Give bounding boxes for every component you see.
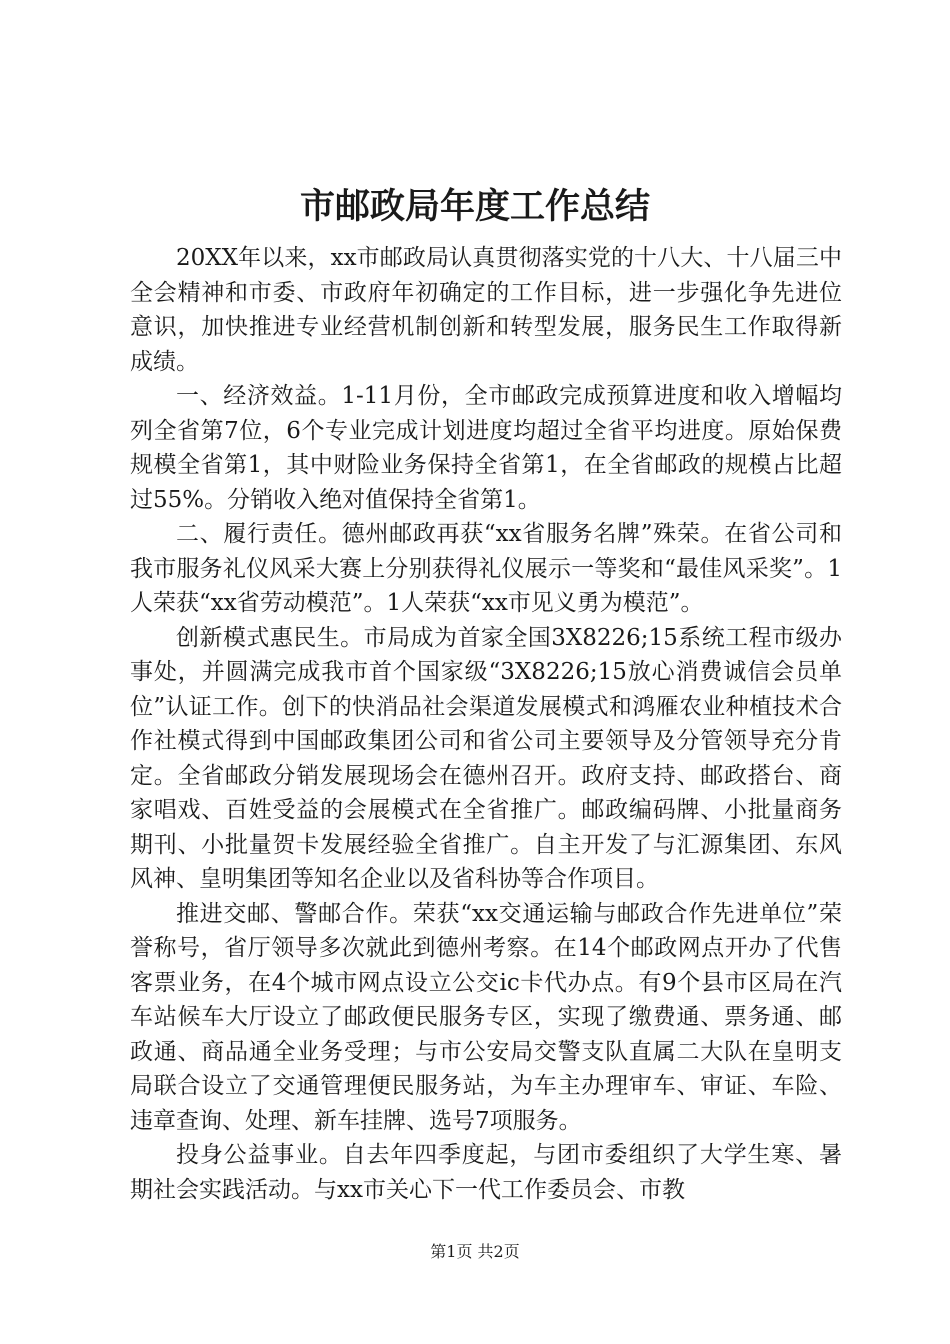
paragraph-cooperation: 推进交邮、警邮合作。荣获“xx交通运输与邮政合作先进单位”荣誉称号，省厅领导多次就此到德州考察。在14个邮政网点开办了代售客票业务，在4个城市网点设立公交ic卡代办点。有9个县市区局在汽车站候车大厅设立了邮政便民服务专区，实现了缴费通、票务通、邮政通、商品通全业务受理；与市公安局交警支队直属二大队在皇明支局联合设立了交通管理便民服务站，为车主办理审车、审证、车险、违章查询、处理、新车挂牌、选号7项服务。 xyxy=(130,900,842,1134)
page-footer: 第1页 共2页 xyxy=(430,1242,520,1261)
paragraph-economic-benefit: 一、经济效益。1-11月份，全市邮政完成预算进度和收入增幅均列全省第7位，6个专业完成计划进度均超过全省平均进度。原始保费规模全省第1，其中财险业务保持全省第1，在全省邮政的规模占比超过55%。分销收入绝对值保持全省第1。 xyxy=(130,383,842,513)
paragraph-public-welfare: 投身公益事业。自去年四季度起，与团市委组织了大学生寒、暑期社会实践活动。与xx市关心下一代工作委员会、市教 xyxy=(130,1142,842,1203)
paragraph-intro: 20XX年以来，xx市邮政局认真贯彻落实党的十八大、十八届三中全会精神和市委、市政府年初确定的工作目标，进一步强化争先进位意识，加快推进专业经营机制创新和转型发展，服务民生工作取得新成绩。 xyxy=(130,245,842,375)
paragraph-responsibility: 二、履行责任。德州邮政再获“xx省服务名牌”殊荣。在省公司和我市服务礼仪风采大赛上分别获得礼仪展示一等奖和“最佳风采奖”。1人荣获“xx省劳动模范”。1人荣获“xx市见义勇为模范”。 xyxy=(130,521,842,616)
document-body xyxy=(130,241,842,1207)
paragraph-innovation: 创新模式惠民生。市局成为首家全国3X8226;15系统工程市级办事处，并圆满完成我市首个国家级“3X8226;15放心消费诚信会员单位”认证工作。创下的快消品社会渠道发展模式和鸿雁农业种植技术合作社模式得到中国邮政集团公司和省公司主要领导及分管领导充分肯定。全省邮政分销发展现场会在德州召开。政府支持、邮政搭台、商家唱戏、百姓受益的会展模式在全省推广。邮政编码牌、小批量商务期刊、小批量贺卡发展经验全省推广。自主开发了与汇源集团、东风风神、皇明集团等知名企业以及省科协等合作项目。 xyxy=(130,624,842,892)
document-title: 市邮政局年度工作总结 xyxy=(299,187,650,227)
